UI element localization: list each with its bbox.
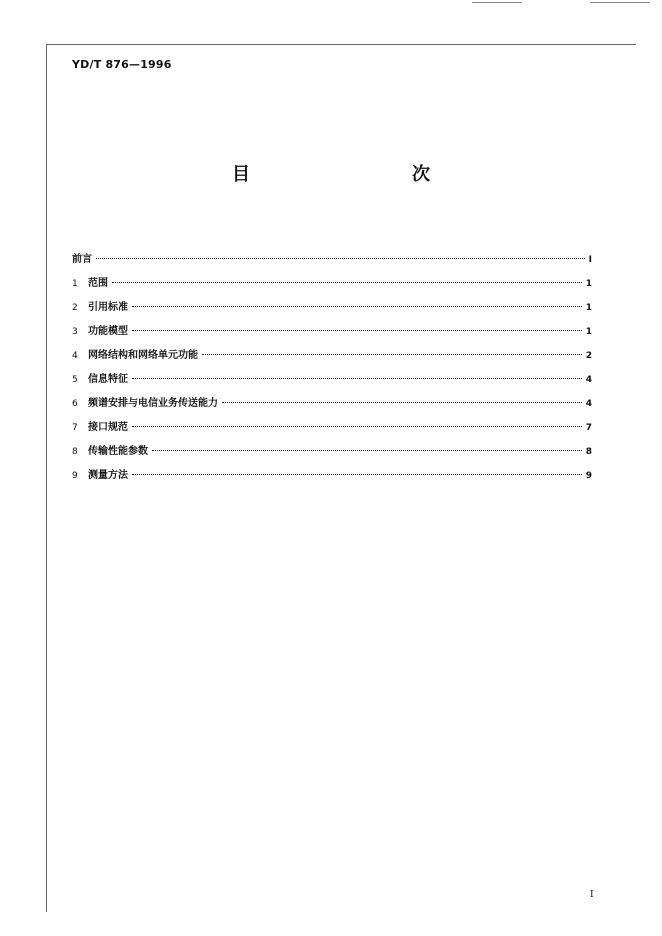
toc-entry[interactable]	[72, 466, 592, 490]
toc-entry[interactable]	[72, 370, 592, 394]
toc-entry-number: 3	[72, 327, 78, 337]
toc-entry-number: 7	[72, 423, 78, 433]
toc-entry-label: 传输性能参数	[88, 446, 148, 457]
toc-entry[interactable]	[72, 322, 592, 346]
toc-entry-label: 接口规范	[88, 422, 128, 433]
toc-entry-number: 6	[72, 399, 78, 409]
toc-entry-number: 4	[72, 351, 78, 361]
toc-entry-number: 5	[72, 375, 78, 385]
header-rule	[46, 44, 636, 45]
toc-entry[interactable]	[72, 250, 592, 274]
standard-number: YD/T 876—1996	[72, 58, 172, 71]
toc-entry-page: 9	[585, 471, 592, 481]
toc-leader-dots	[96, 258, 585, 259]
toc-entry[interactable]	[72, 274, 592, 298]
toc-entry-page: 7	[585, 423, 592, 433]
toc-entry[interactable]	[72, 346, 592, 370]
toc-title: 目 次	[232, 164, 472, 185]
toc-entry[interactable]	[72, 298, 592, 322]
toc-entry[interactable]	[72, 442, 592, 466]
toc-entry[interactable]	[72, 418, 592, 442]
scan-artifact-line	[472, 2, 522, 3]
toc-entry-number: 1	[72, 279, 78, 289]
table-of-contents	[72, 250, 592, 490]
toc-entry-label: 网络结构和网络单元功能	[88, 350, 198, 361]
toc-leader-dots	[132, 474, 582, 475]
toc-leader-dots	[152, 450, 582, 451]
toc-entry-label: 功能模型	[88, 326, 128, 337]
toc-entry-page: 1	[585, 279, 592, 289]
toc-leader-dots	[132, 306, 582, 307]
toc-entry-label: 频谱安排与电信业务传送能力	[88, 398, 218, 409]
toc-entry-page: 4	[585, 375, 592, 385]
toc-entry-label: 引用标准	[88, 302, 128, 313]
toc-entry-page: 1	[585, 303, 592, 313]
toc-entry-page: 2	[585, 351, 592, 361]
toc-leader-dots	[202, 354, 582, 355]
toc-entry-page: 4	[585, 399, 592, 409]
toc-entry-number: 8	[72, 447, 78, 457]
toc-entry-page: 8	[585, 447, 592, 457]
page-number: Ⅰ	[590, 890, 594, 900]
toc-leader-dots	[132, 426, 582, 427]
toc-entry-number: 2	[72, 303, 78, 313]
toc-leader-dots	[222, 402, 582, 403]
toc-leader-dots	[132, 330, 582, 331]
toc-entry-label: 前言	[72, 254, 92, 265]
toc-leader-dots	[132, 378, 582, 379]
toc-entry-page: 1	[585, 327, 592, 337]
toc-entry-page: Ⅰ	[588, 255, 592, 265]
toc-entry-label: 测量方法	[88, 470, 128, 481]
toc-entry-label: 范围	[88, 278, 108, 289]
toc-leader-dots	[112, 282, 582, 283]
toc-entry-number: 9	[72, 471, 78, 481]
scan-artifact-line	[590, 2, 650, 3]
toc-entry-label: 信息特征	[88, 374, 128, 385]
toc-entry[interactable]	[72, 394, 592, 418]
